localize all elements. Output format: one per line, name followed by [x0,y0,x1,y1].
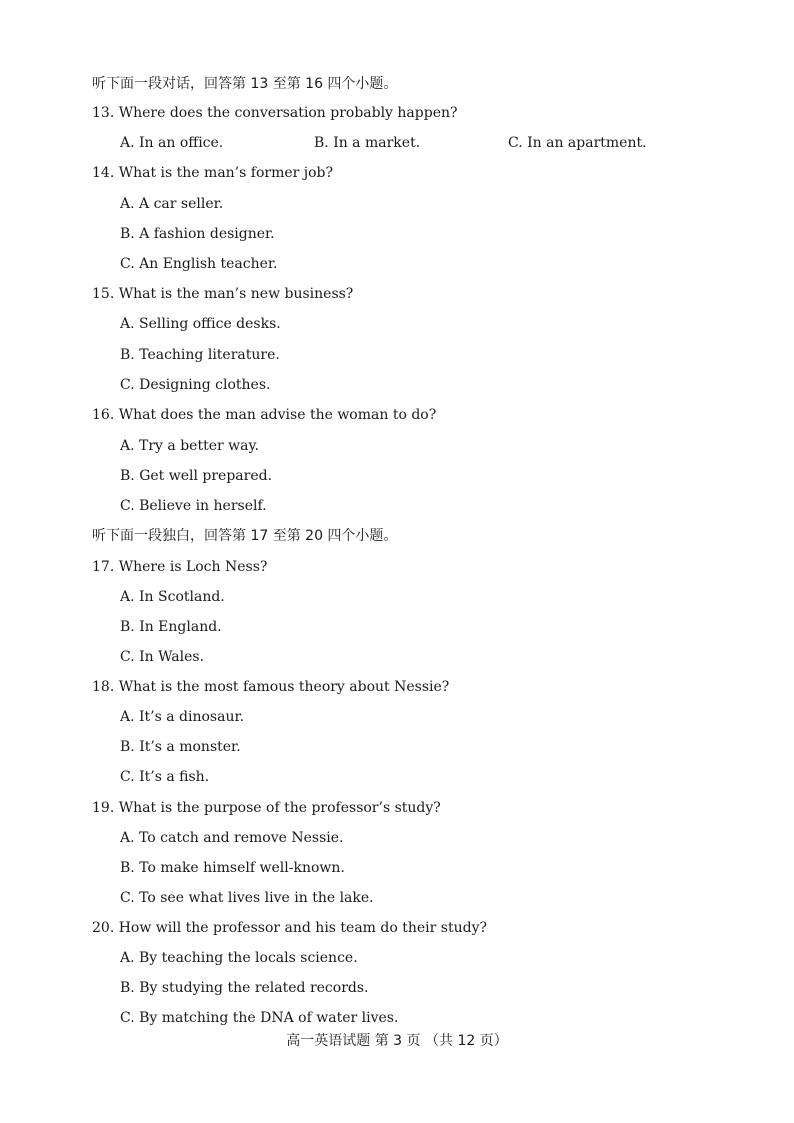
option-16b: B. Get well prepared. [120,468,273,484]
option-20a: A. By teaching the locals science. [120,950,358,966]
question-number: 16. [92,407,115,423]
option-14a: A. A car seller. [120,196,224,212]
question-17 [92,558,267,576]
question-number: 19. [92,800,115,816]
question-number: 14. [92,165,115,181]
question-19 [92,799,441,817]
option-14b: B. A fashion designer. [120,226,275,242]
question-text: What is the man’s new business? [118,286,354,302]
option-13c: C. In an apartment. [508,135,647,151]
question-15 [92,285,353,303]
question-text: Where is Loch Ness? [118,559,268,575]
option-18b: B. It’s a monster. [120,739,241,755]
question-text: What is the most famous theory about Nessie? [118,679,450,695]
question-text: What is the purpose of the professor’s study? [118,800,441,816]
option-15a: A. Selling office desks. [120,316,281,332]
question-text: How will the professor and his team do their study? [118,920,488,936]
option-18c: C. It’s a fish. [120,769,210,785]
question-text: What does the man advise the woman to do? [118,407,437,423]
option-15c: C. Designing clothes. [120,377,271,393]
question-text: What is the man’s former job? [118,165,334,181]
option-20b: B. By studying the related records. [120,980,369,996]
option-13a: A. In an office. [120,135,224,151]
option-18a: A. It’s a dinosaur. [120,709,245,725]
option-17a: A. In Scotland. [120,589,225,605]
option-19c: C. To see what lives live in the lake. [120,890,374,906]
question-20 [92,919,487,937]
page-footer: 高一英语试题 第 3 页 （共 12 页） [286,1033,508,1049]
question-14 [92,164,333,182]
section-instruction: 听下面一段独白，回答第 17 至第 20 四个小题。 [92,528,398,544]
option-16c: C. Believe in herself. [120,498,267,514]
question-text: Where does the conversation probably happen? [118,105,458,121]
question-number: 18. [92,679,115,695]
option-16a: A. Try a better way. [120,438,259,454]
option-13b: B. In a market. [314,135,421,151]
question-18 [92,678,449,696]
option-19b: B. To make himself well-known. [120,860,345,876]
question-number: 20. [92,920,115,936]
option-17c: C. In Wales. [120,649,205,665]
option-20c: C. By matching the DNA of water lives. [120,1010,399,1026]
question-13 [92,104,458,122]
question-16 [92,406,436,424]
option-15b: B. Teaching literature. [120,347,280,363]
option-14c: C. An English teacher. [120,256,278,272]
question-number: 17. [92,559,115,575]
option-17b: B. In England. [120,619,222,635]
question-number: 15. [92,286,115,302]
section-instruction: 听下面一段对话，回答第 13 至第 16 四个小题。 [92,76,398,92]
question-number: 13. [92,105,115,121]
option-19a: A. To catch and remove Nessie. [120,830,344,846]
